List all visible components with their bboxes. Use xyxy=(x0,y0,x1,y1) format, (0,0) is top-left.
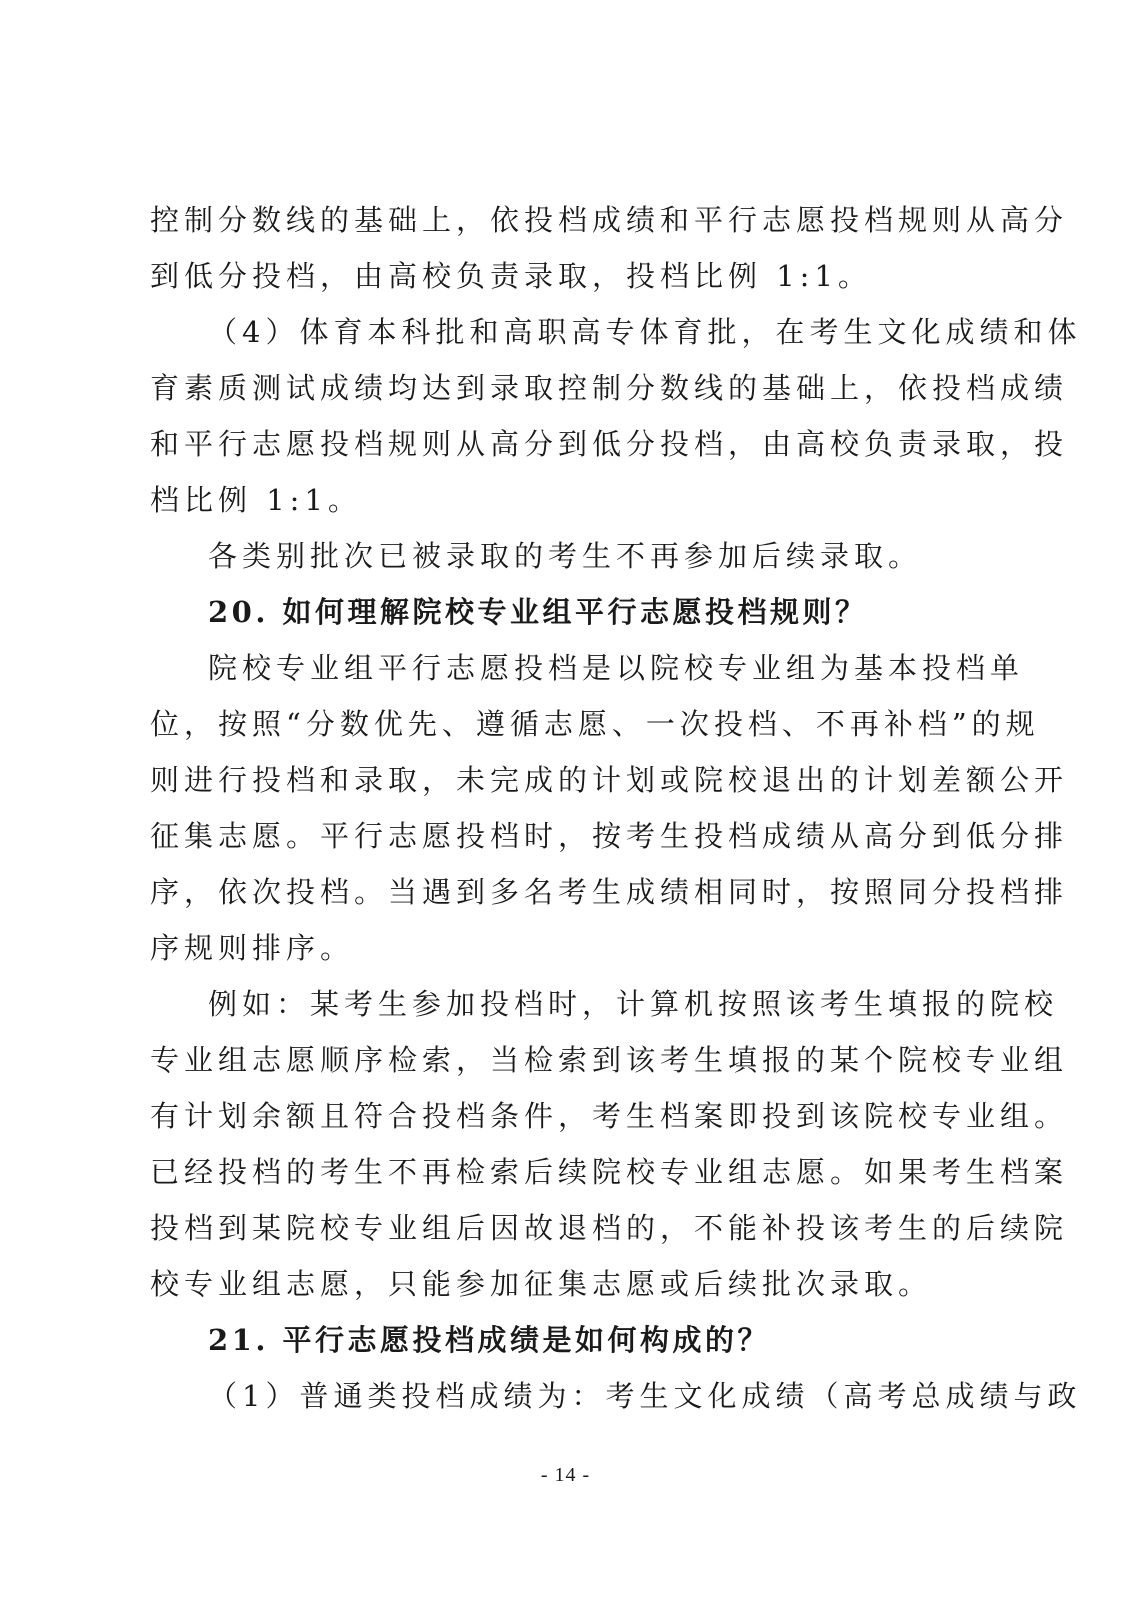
paragraph-line: 各类别批次已被录取的考生不再参加后续录取。 xyxy=(208,539,923,573)
paragraph-line: 序，依次投档。当遇到多名考生成绩相同时，按照同分投档排 xyxy=(150,875,1069,909)
paragraph-line: （4）体育本科批和高职高专体育批，在考生文化成绩和体 xyxy=(208,315,1082,349)
paragraph-line: （1）普通类投档成绩为：考生文化成绩（高考总成绩与政 xyxy=(208,1379,1082,1413)
paragraph-line: 和平行志愿投档规则从高分到低分投档，由高校负责录取，投 xyxy=(150,427,1069,461)
paragraph-line: 位，按照“分数优先、遵循志愿、一次投档、不再补档”的规 xyxy=(150,707,1040,741)
paragraph-line: 到低分投档，由高校负责录取，投档比例 1:1。 xyxy=(150,259,872,293)
section-heading-20: 20. 如何理解院校专业组平行志愿投档规则？ xyxy=(208,595,868,629)
paragraph-line: 序规则排序。 xyxy=(150,931,355,965)
paragraph-line: 校专业组志愿，只能参加征集志愿或后续批次录取。 xyxy=(150,1267,933,1301)
paragraph-line: 育素质测试成绩均达到录取控制分数线的基础上，依投档成绩 xyxy=(150,371,1069,405)
paragraph-line: 征集志愿。平行志愿投档时，按考生投档成绩从高分到低分排 xyxy=(150,819,1069,853)
paragraph-line: 则进行投档和录取，未完成的计划或院校退出的计划差额公开 xyxy=(150,763,1069,797)
paragraph-line: 已经投档的考生不再检索后续院校专业组志愿。如果考生档案 xyxy=(150,1155,1069,1189)
paragraph-line: 投档到某院校专业组后因故退档的，不能补投该考生的后续院 xyxy=(150,1211,1069,1245)
paragraph-line: 专业组志愿顺序检索，当检索到该考生填报的某个院校专业组 xyxy=(150,1043,1069,1077)
paragraph-line: 有计划余额且符合投档条件，考生档案即投到该院校专业组。 xyxy=(150,1099,1069,1133)
paragraph-line: 控制分数线的基础上，依投档成绩和平行志愿投档规则从高分 xyxy=(150,203,1069,237)
section-heading-21: 21. 平行志愿投档成绩是如何构成的？ xyxy=(208,1323,771,1357)
page-number: - 14 - xyxy=(540,1464,591,1486)
paragraph-line: 院校专业组平行志愿投档是以院校专业组为基本投档单 xyxy=(208,651,1025,685)
paragraph-line: 例如：某考生参加投档时，计算机按照该考生填报的院校 xyxy=(208,987,1059,1021)
paragraph-line: 档比例 1:1。 xyxy=(150,483,362,517)
